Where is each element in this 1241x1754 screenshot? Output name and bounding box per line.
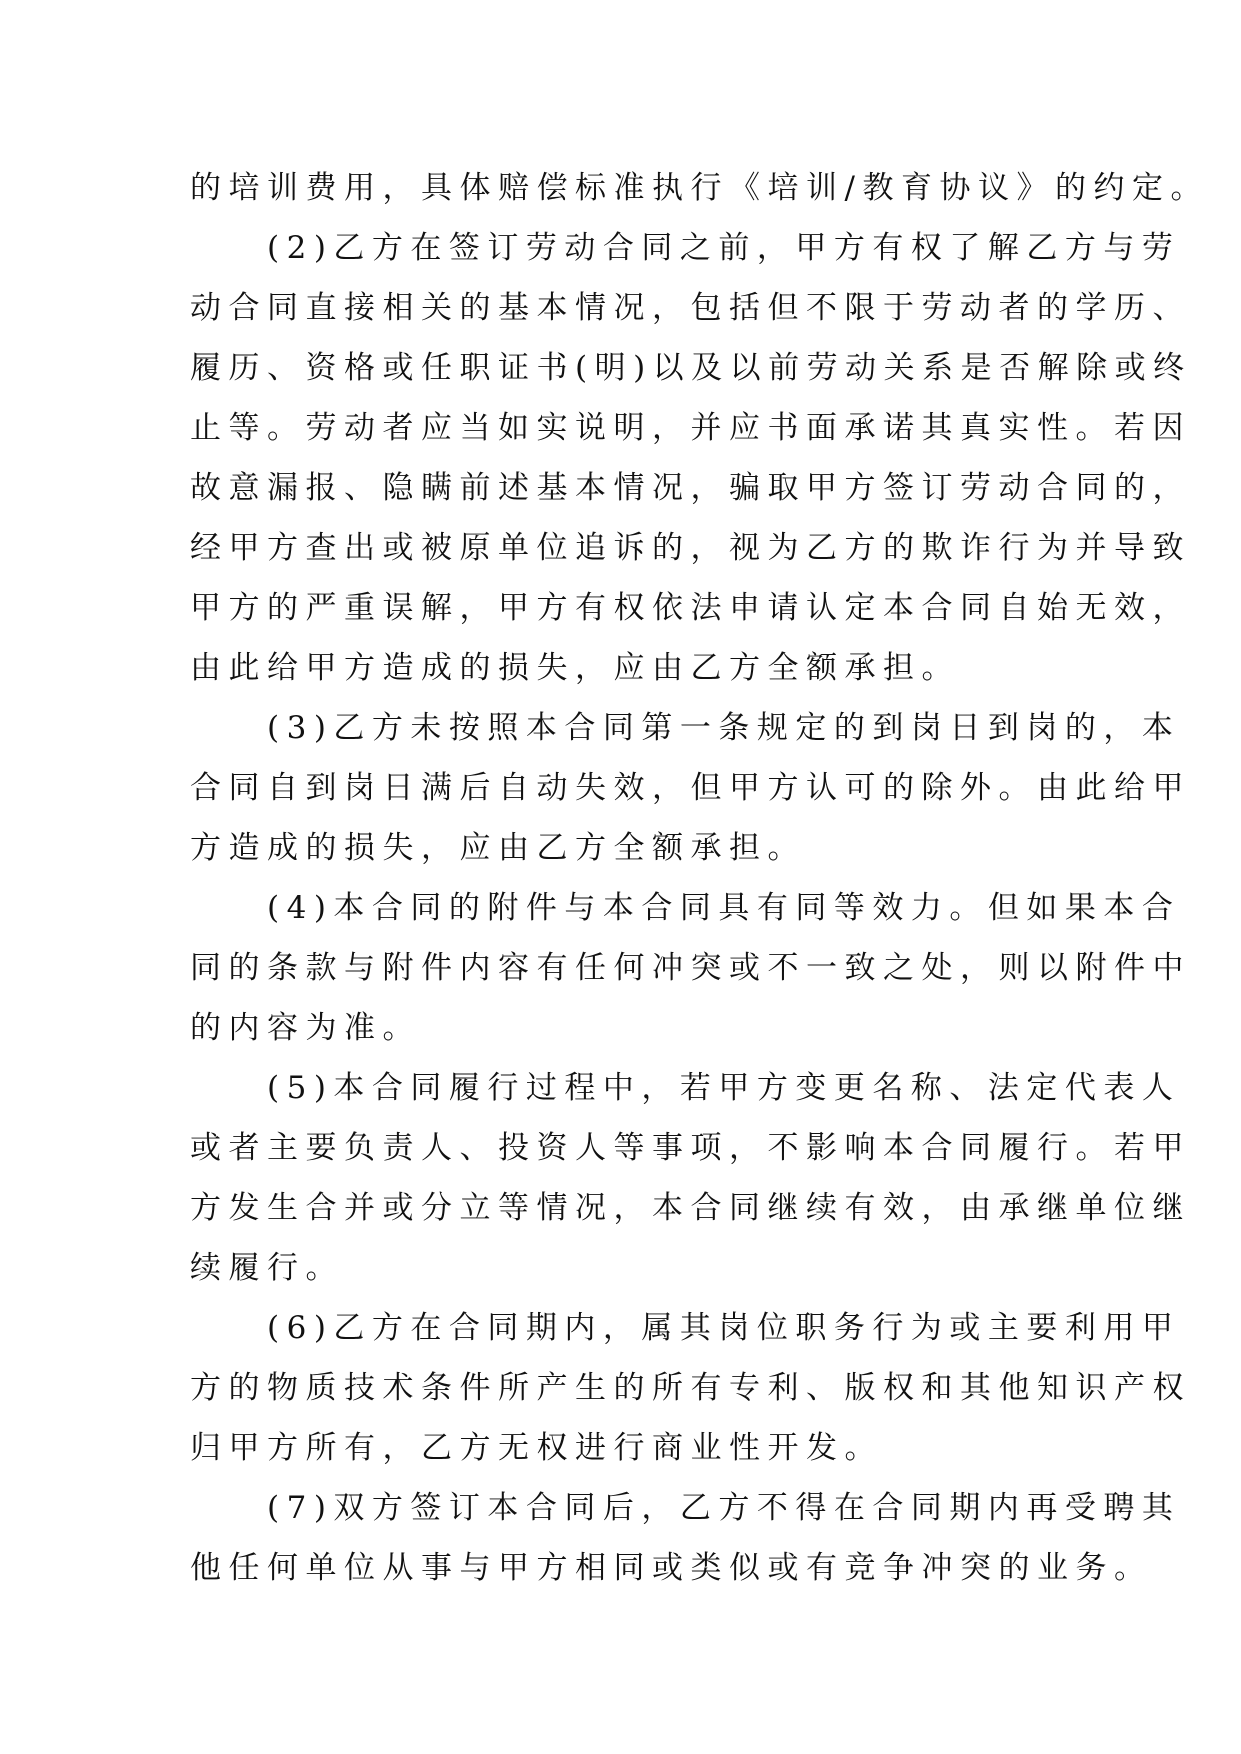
text-line: (2)乙方在签订劳动合同之前，甲方有权了解乙方与劳 [190, 230, 1181, 266]
text-line: 甲方的严重误解，甲方有权依法申请认定本合同自始无效， [190, 590, 1191, 626]
text-line: (7)双方签订本合同后，乙方不得在合同期内再受聘其 [190, 1490, 1181, 1526]
text-line: 方造成的损失，应由乙方全额承担。 [190, 830, 806, 866]
text-line: 的培训费用，具体赔偿标准执行《培训/教育协议》的约定。 [190, 170, 1209, 206]
text-line: 方的物质技术条件所产生的所有专利、版权和其他知识产权 [190, 1370, 1191, 1406]
text-line: (6)乙方在合同期内，属其岗位职务行为或主要利用甲 [190, 1310, 1181, 1346]
text-line: 归甲方所有，乙方无权进行商业性开发。 [190, 1430, 883, 1466]
text-line: (3)乙方未按照本合同第一条规定的到岗日到岗的，本 [190, 710, 1181, 746]
text-line: 履历、资格或任职证书(明)以及以前劳动关系是否解除或终 [190, 350, 1192, 386]
text-line: (5)本合同履行过程中，若甲方变更名称、法定代表人 [190, 1070, 1181, 1106]
text-line: 合同自到岗日满后自动失效，但甲方认可的除外。由此给甲 [190, 770, 1191, 806]
text-line: 方发生合并或分立等情况，本合同继续有效，由承继单位继 [190, 1190, 1191, 1226]
text-line: 同的条款与附件内容有任何冲突或不一致之处，则以附件中 [190, 950, 1191, 986]
text-line: 他任何单位从事与甲方相同或类似或有竞争冲突的业务。 [190, 1550, 1153, 1586]
text-line: 止等。劳动者应当如实说明，并应书面承诺其真实性。若因 [190, 410, 1191, 446]
text-line: 经甲方查出或被原单位追诉的，视为乙方的欺诈行为并导致 [190, 530, 1191, 566]
document-body [190, 158, 1209, 1598]
text-line: 故意漏报、隐瞒前述基本情况，骗取甲方签订劳动合同的， [190, 470, 1191, 506]
text-line: 由此给甲方造成的损失，应由乙方全额承担。 [190, 650, 960, 686]
text-line: (4)本合同的附件与本合同具有同等效力。但如果本合 [190, 890, 1181, 926]
text-line: 续履行。 [190, 1250, 344, 1286]
text-line: 动合同直接相关的基本情况，包括但不限于劳动者的学历、 [190, 290, 1191, 326]
text-line: 的内容为准。 [190, 1010, 421, 1046]
text-line: 或者主要负责人、投资人等事项，不影响本合同履行。若甲 [190, 1130, 1191, 1166]
